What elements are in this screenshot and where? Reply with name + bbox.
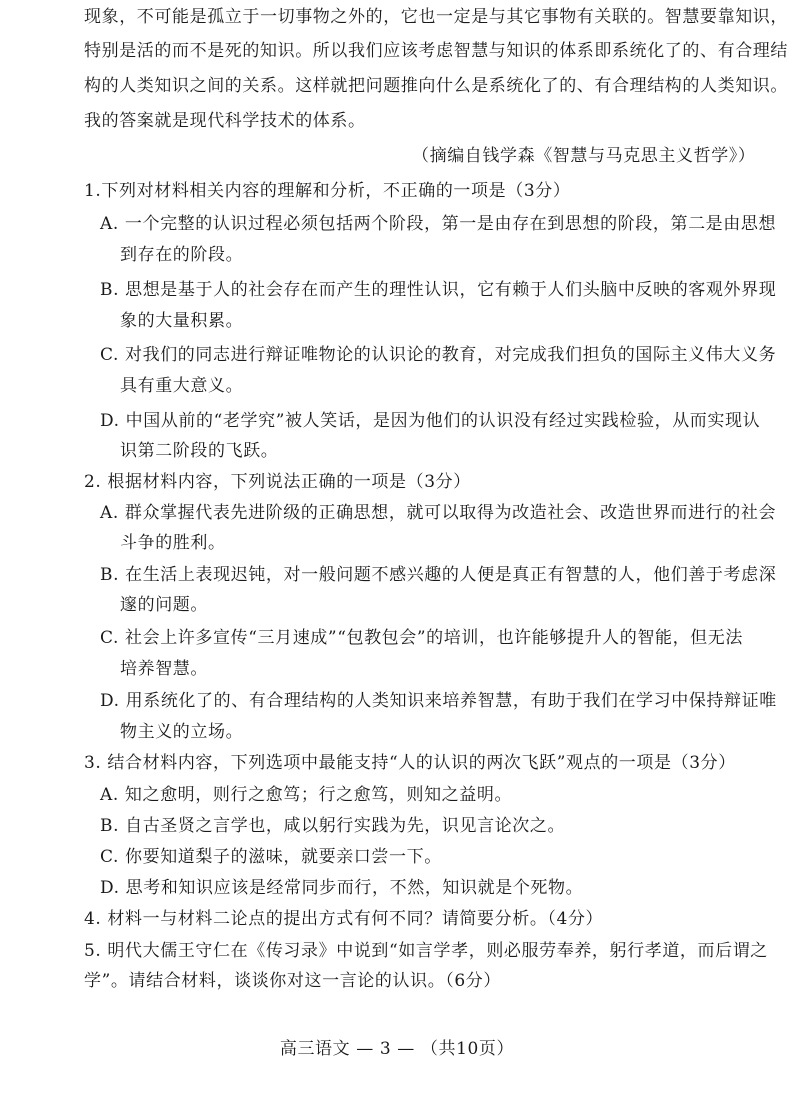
passage-line-3: 构的人类知识之间的关系。这样就把问题推向什么是系统化了的、有合理结构的人类知识。 bbox=[84, 76, 788, 96]
question-1-option-d: D. 中国从前的“老学究”被人笑话，是因为他们的认识没有经过实践检验，从而实现认 bbox=[100, 411, 761, 431]
question-3-option-d: D. 思考和知识应该是经常同步而行，不然，知识就是个死物。 bbox=[100, 878, 584, 898]
question-2-option-c: C. 社会上许多宣传“三月速成”“包教包会”的培训，也许能够提升人的智能，但无法 bbox=[100, 628, 743, 648]
question-2-option-a-cont: 斗争的胜利。 bbox=[120, 533, 226, 553]
question-1-option-c-cont: 具有重大意义。 bbox=[120, 376, 244, 396]
question-2-option-d: D. 用系统化了的、有合理结构的人类知识来培养智慧，有助于我们在学习中保持辩证唯 bbox=[100, 691, 777, 711]
question-3-option-c: C. 你要知道梨子的滋味，就要亲口尝一下。 bbox=[100, 847, 442, 867]
question-1-option-d-cont: 识第二阶段的飞跃。 bbox=[120, 441, 279, 461]
question-2-option-c-cont: 培养智慧。 bbox=[120, 659, 208, 679]
question-1-option-a-cont: 到存在的阶段。 bbox=[120, 245, 244, 265]
page-footer: 高三语文 — 3 — （共10页） bbox=[279, 1039, 515, 1059]
question-1-stem: 1.下列对材料相关内容的理解和分析，不正确的一项是（3分） bbox=[84, 181, 571, 201]
question-1-option-b: B. 思想是基于人的社会存在而产生的理性认识，它有赖于人们头脑中反映的客观外界现 bbox=[100, 280, 777, 300]
question-5-stem: 5. 明代大儒王守仁在《传习录》中说到“如言学孝，则必服劳奉养，躬行孝道，而后谓之 bbox=[84, 941, 768, 961]
question-2-stem: 2. 根据材料内容，下列说法正确的一项是（3分） bbox=[84, 472, 471, 492]
passage-line-1: 现象，不可能是孤立于一切事物之外的，它也一定是与其它事物有关联的。智慧要靠知识， bbox=[84, 7, 788, 27]
question-1-option-a: A. 一个完整的认识过程必须包括两个阶段，第一是由存在到思想的阶段，第二是由思想 bbox=[100, 214, 777, 234]
question-2-option-b: B. 在生活上表现迟钝，对一般问题不感兴趣的人便是真正有智慧的人，他们善于考虑深 bbox=[100, 565, 777, 585]
question-1-option-b-cont: 象的大量积累。 bbox=[120, 311, 244, 331]
question-3-option-a: A. 知之愈明，则行之愈笃；行之愈笃，则知之益明。 bbox=[100, 785, 513, 805]
passage-source: （摘编自钱学森《智慧与马克思主义哲学》） bbox=[412, 146, 756, 166]
question-1-option-c: C. 对我们的同志进行辩证唯物论的认识论的教育，对完成我们担负的国际主义伟大义务 bbox=[100, 345, 777, 365]
question-2-option-d-cont: 物主义的立场。 bbox=[120, 722, 244, 742]
passage-line-2: 特别是活的而不是死的知识。所以我们应该考虑智慧与知识的体系即系统化了的、有合理结 bbox=[84, 41, 788, 61]
question-2-option-b-cont: 邃的问题。 bbox=[120, 595, 208, 615]
question-3-option-b: B. 自古圣贤之言学也，咸以躬行实践为先，识见言论次之。 bbox=[100, 816, 566, 836]
passage-line-4: 我的答案就是现代科学技术的体系。 bbox=[84, 111, 366, 131]
question-2-option-a: A. 群众掌握代表先进阶级的正确思想，就可以取得为改造社会、改造世界而进行的社会 bbox=[100, 503, 777, 523]
question-3-stem: 3. 结合材料内容，下列选项中最能支持“人的认识的两次飞跃”观点的一项是（3分） bbox=[84, 753, 736, 773]
question-5-stem-cont: 学”。请结合材料，谈谈你对这一言论的认识。（6分） bbox=[84, 971, 502, 991]
question-4-stem: 4. 材料一与材料二论点的提出方式有何不同？请简要分析。（4分） bbox=[84, 909, 604, 929]
